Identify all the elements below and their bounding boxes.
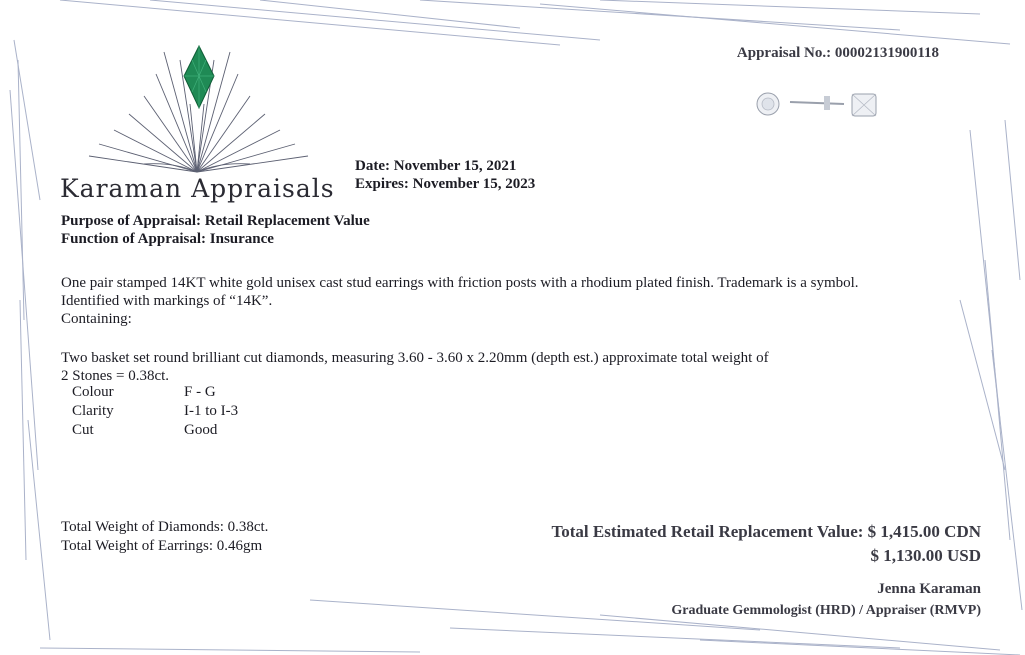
purpose-line: Purpose of Appraisal: Retail Replacement Value — [61, 213, 370, 229]
stones-line: Two basket set round brilliant cut diamonds, measuring 3.60 - 3.60 x 2.20mm (depth est.) approximate total weight of — [61, 350, 769, 366]
appraisal-date: Date: November 15, 2021 — [355, 158, 517, 174]
value-cdn: Total Estimated Retail Replacement Value: $ 1,415.00 CDN — [551, 522, 981, 541]
description-line: Identified with markings of “14K”. — [61, 293, 273, 309]
description-line: Containing: — [61, 311, 132, 327]
grading-table — [72, 383, 238, 440]
function-line: Function of Appraisal: Insurance — [61, 231, 274, 247]
grade-label: Cut — [72, 422, 94, 438]
total-weights — [61, 518, 268, 556]
value-usd: $ 1,130.00 USD — [870, 546, 981, 565]
grade-label: Clarity — [72, 403, 114, 419]
emerald-gem-logo-icon — [84, 44, 314, 176]
appraiser-title: Graduate Gemmologist (HRD) / Appraiser (RMVP) — [671, 603, 981, 618]
grade-value: F - G — [184, 384, 216, 400]
expiry-date: Expires: November 15, 2023 — [355, 176, 536, 192]
grade-row-clarity — [72, 402, 238, 421]
earring-weight: Total Weight of Earrings: 0.46gm — [61, 538, 263, 554]
appraiser-name: Jenna Karaman — [877, 581, 981, 597]
grade-value: I-1 to I-3 — [184, 403, 239, 419]
grade-value: Good — [184, 422, 218, 438]
description-line: One pair stamped 14KT white gold unisex cast stud earrings with friction posts with a rhodium plated finish. Trademark is a symbol. — [61, 275, 859, 291]
grade-row-colour — [72, 383, 238, 402]
brand-name: Karaman Appraisals — [60, 174, 335, 203]
appraisal-number: Appraisal No.: 00002131900118 — [736, 45, 939, 61]
signature-block — [671, 578, 981, 622]
diamond-weight: Total Weight of Diamonds: 0.38ct. — [61, 519, 269, 535]
purpose-block — [61, 212, 370, 248]
grade-label: Colour — [72, 384, 114, 400]
dates-block — [355, 157, 535, 193]
replacement-value — [551, 520, 981, 568]
stud-earrings-photo — [748, 82, 888, 128]
stones-description — [61, 349, 961, 385]
stones-line: 2 Stones = 0.38ct. — [61, 368, 170, 384]
grade-row-cut — [72, 421, 238, 440]
item-description — [61, 274, 981, 328]
